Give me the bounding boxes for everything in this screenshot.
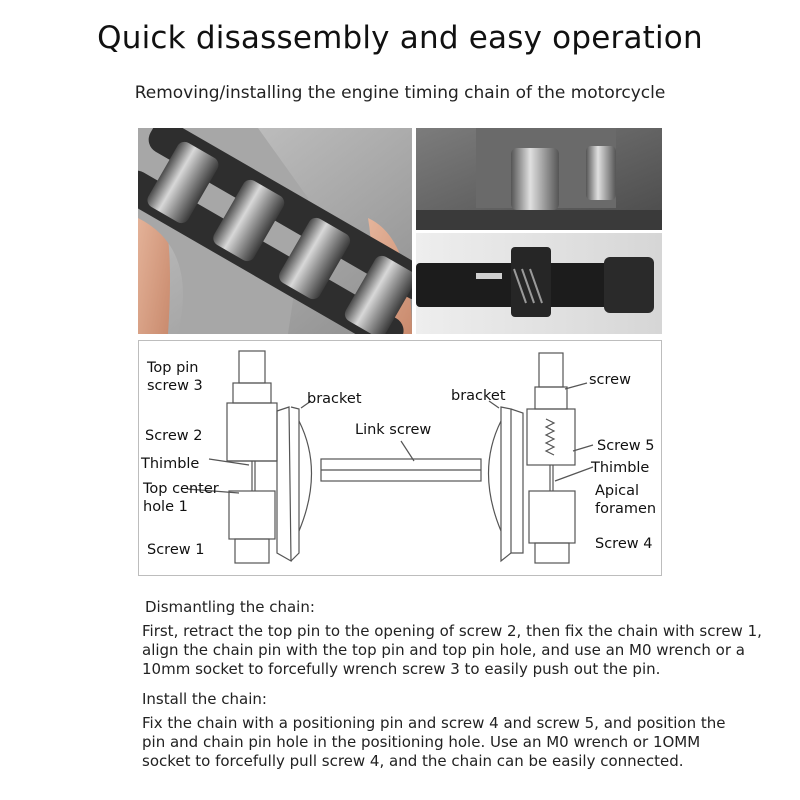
chain-breaker-tool-photo [416,233,662,334]
thimble-left-label: Thimble [141,456,200,472]
install-line: pin and chain pin hole in the positioning hole. Use an M0 wrench or 1OMM [142,733,701,751]
apical-label-line2: foramen [595,501,657,518]
top-center-label-line2: hole 1 [143,499,188,516]
chain-closeup-photo [138,128,412,334]
screw2-label: Screw 2 [145,428,203,444]
bracket-right-label: bracket [451,388,506,404]
dismantle-line: 10mm socket to forcefully wrench screw 3 to easily push out the pin. [142,660,661,678]
link-screw-label: Link screw [355,422,432,438]
top-pin-label-line1: Top pin [147,360,199,376]
screw1-label: Screw 1 [147,542,205,558]
screw4-label: Screw 4 [595,536,653,552]
tool-pin-closeup-photo [416,128,662,230]
install-paragraph [142,714,782,771]
install-line: Fix the chain with a positioning pin and screw 4 and screw 5, and position the [142,714,726,732]
dismantle-line: First, retract the top pin to the opening of screw 2, then fix the chain with screw 1, [142,622,762,640]
screw-right-top-label: screw [589,372,631,388]
dismantle-line: align the chain pin with the top pin and top pin hole, and use an M0 wrench or a [142,641,745,659]
page-title: Quick disassembly and easy operation [97,20,703,56]
page-subtitle: Removing/installing the engine timing chain of the motorcycle [134,83,666,103]
top-pin-label-line2: screw 3 [147,378,203,395]
apical-label-line1: Apical [595,483,640,499]
install-line: socket to forcefully pull screw 4, and the chain can be easily connected. [142,752,684,770]
thimble-right-label: Thimble [591,460,650,476]
screw5-label: Screw 5 [597,438,655,454]
top-center-label-line1: Top center [143,481,219,497]
bracket-left-label: bracket [307,391,362,407]
install-heading: Install the chain: [142,690,267,708]
dismantle-heading: Dismantling the chain: [145,598,315,616]
chain-tool-diagram [138,340,662,576]
dismantle-paragraph [142,622,782,679]
diagram-drawing [139,341,661,575]
